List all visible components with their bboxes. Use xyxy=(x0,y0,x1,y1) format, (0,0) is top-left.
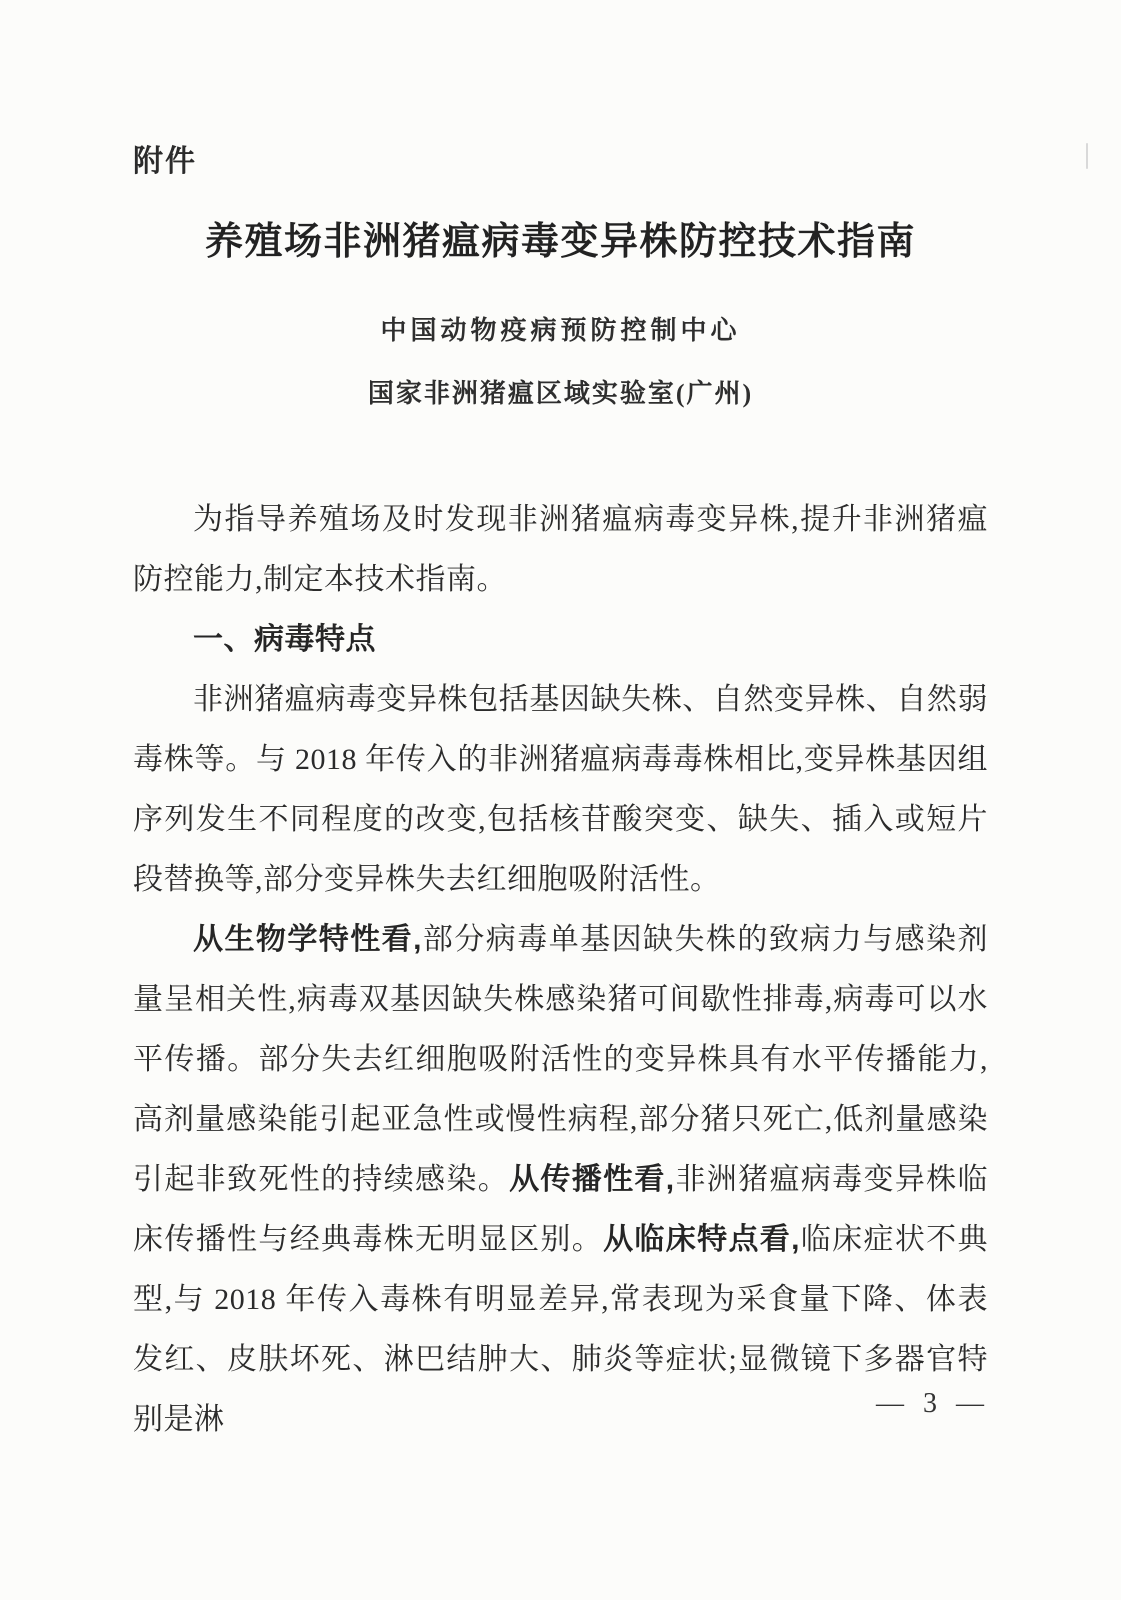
organization-name: 中国动物疫病预防控制中心 xyxy=(380,316,741,345)
intro-paragraph: 为指导养殖场及时发现非洲猪瘟病毒变异株,提升非洲猪瘟防控能力,制定本技术指南。 xyxy=(133,503,988,596)
bold-lead-in: 从传播性看, xyxy=(509,1163,675,1196)
section-heading-virus-characteristics: 一、病毒特点 xyxy=(193,623,376,656)
body-segment: 非洲猪瘟病毒变异株临床传播性与经典毒株无明显区别。 xyxy=(133,1163,989,1256)
body-segment: 临床症状不典型,与 2018 年传入毒株有明显差异,常表现为采食量下降、体表发红、皮肤坏死、淋巴结肿大、肺炎等症状;显微镜下多器官特别是淋 xyxy=(133,1223,989,1436)
document-title: 养殖场非洲猪瘟病毒变异株防控技术指南 xyxy=(204,221,916,263)
attachment-label: 附件 xyxy=(133,145,197,178)
bold-lead-in: 从生物学特性看, xyxy=(193,923,422,956)
bold-lead-in: 从临床特点看, xyxy=(603,1223,800,1256)
page-number: — 3 — xyxy=(876,1388,990,1419)
body-segment: 部分病毒单基因缺失株的致病力与感染剂量呈相关性,病毒双基因缺失株感染猪可间歇性排毒,病毒可以水平传播。部分失去红细胞吸附活性的变异株具有水平传播能力,高剂量感染能引起亚急性或慢性病程,部分猪只死亡,低剂量感染引起非致死性的持续感染。 xyxy=(133,923,989,1196)
laboratory-name: 国家非洲猪瘟区域实验室(广州) xyxy=(367,379,754,408)
document-body xyxy=(133,490,988,1450)
scan-artifact xyxy=(1086,143,1088,169)
paragraph-virus-variants: 非洲猪瘟病毒变异株包括基因缺失株、自然变异株、自然弱毒株等。与 2018 年传入的非洲猪瘟病毒毒株相比,变异株基因组序列发生不同程度的改变,包括核苷酸突变、缺失、插入或短片段替换等,部分变异株失去红细胞吸附活性。 xyxy=(133,683,988,896)
paragraph-biological-characteristics xyxy=(133,910,988,1450)
